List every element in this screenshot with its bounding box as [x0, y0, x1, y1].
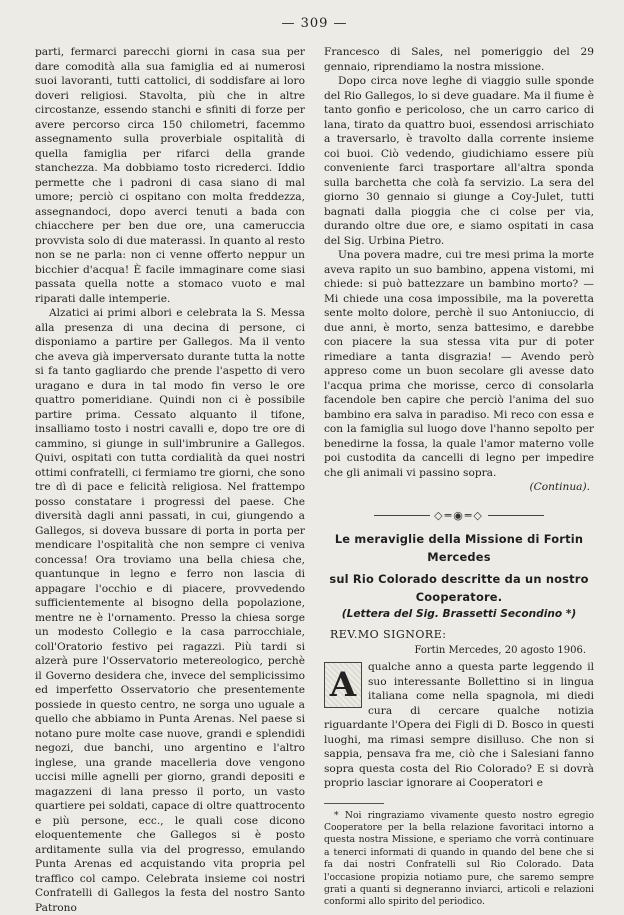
- article-title-line-2: sul Rio Colorado descritte da un nostro Cooperatore.: [329, 572, 589, 604]
- left-paragraph-1: parti, fermarci parecchi giorni in casa sua per dare comodità alla sua famiglia ed ai numerosi suoi lavoranti, tutti cattolici, di soddisfare ai loro doveri religiosi. Stavolta, più che in altre circostanze, essendo stanchi e sfiniti di forze per avere percorso circa 150 chilometri, facemmo assegnamento sulla proverbiale ospitalità di quella famiglia per rifarci della grande stanchezza. Ma dobbiamo tosto ricrederci. Iddio permette che i padroni di casa siano di mal umore; perciò ci ospitano con molta freddezza, assegnandoci, dopo averci tenuti a bada con chiacchere per ben due ore, una cameruccia provvista solo di due materassi. In quanto al resto non se ne parla: non ci venne offerto neppur un bicchier d'acqua! È facile immaginare come siasi passata quella notte a stomaco vuoto e mal riparati dalle intemperie.: [35, 46, 305, 305]
- page-number: — 309 —: [281, 16, 348, 31]
- right-paragraph-1: Francesco di Sales, nel pomeriggio del 29 gennaio, riprendiamo la nostra missione.: [324, 46, 594, 73]
- salutation: REV.MO SIGNORE:: [330, 628, 447, 641]
- decorated-initial-icon: [324, 662, 362, 708]
- article-body: qualche anno a questa parte leggendo il suo interessante Bollettino si in lingua italiana come nella spagnola, mi diedi cura di cercare qualche notizia riguardante l'Opera dei Figli di D. Bosco in questi luoghi, ma rimasi sempre disilluso. Che non si sappia, pensava fra me, ciò che i Salesiani fanno sopra questa costa del Rio Colorado? E si dovrà proprio lasciar ignorare ai Cooperatori e: [324, 661, 594, 789]
- dropcap-letter: A: [329, 665, 357, 705]
- article-title-line-1: Le meraviglie della Missione di Fortin Mercedes: [334, 532, 584, 564]
- article-subtitle: (Lettera del Sig. Brassetti Secondino *): [341, 608, 577, 620]
- dateline: Fortin Mercedes, 20 agosto 1906.: [414, 645, 586, 656]
- two-column-layout: [35, 45, 594, 915]
- right-paragraph-2: Dopo circa nove leghe di viaggio sulle sponde del Rio Gallegos, lo si deve guadare. Ma il fiume è tanto gonfio e pericoloso, che un carro carico di lana, tirato da quattro buoi, essendosi arrischiato a traversarlo, è travolto dalla corrente insieme coi buoi. Ciò vedendo, giudichiamo essere più conveniente farci trasportare all'altra sponda sulla barchetta che colà fa servizio. La sera del giorno 30 gennaio si giunge a Coy-Julet, tutti bagnati dalla pioggia che ci colse per via, durando oltre due ore, e siamo ospitati in casa del Sig. Urbina Pietro.: [324, 75, 594, 247]
- article-body-block: [324, 660, 594, 791]
- left-paragraph-2: Alzatici ai primi albori e celebrata la S. Messa alla presenza di una decina di persone, ci disponiamo a partire per Gallegos. Ma il vento che aveva già imperversato durante tutta la notte si fa tanto gagliardo che prende l'aspetto di vero uragano e dura in tal modo fin verso le ore quattro pomeridiane. Quindi non ci è possibile partire prima. Cessato alquanto il tifone, insalliamo tosto i nostri cavalli e, dopo tre ore di cammino, si giunge in sull'imbrunire a Gallegos. Quivi, ospitati con tutta cordialità da quei nostri ottimi confratelli, ci fermiamo tre giorni, che sono tre dì di pace e felicità religiosa. Nel frattempo posso constatare i progressi del paese. Che diversità dagli anni passati, in cui, giungendo a Gallegos, si doveva bussare di porta in porta per mendicare l'ospitalità che non sempre ci veniva concessa! Ora troviamo una bella chiesa che, quantunque in legno e ferro non lascia di appagare l'occhio e di piacere, provvedendo sufficientemente al bisogno della popolazione, mentre ne è l'ornamento. Presso la chiesa sorge un modesto Collegio e la casa parrocchiale, coll'Oratorio festivo pei ragazzi. Più tardi si alzerà pure l'Osservatorio metereologico, perchè il Governo desidera che, invece del semplicissimo ed imperfetto Osservatorio che presentemente possiede in questo centro, ne sorga uno uguale a quello che abbiamo in Punta Arenas. Nel paese si notano pure molte case nuove, grandi e splendidi negozi, due banchi, uno argentino e l'altro inglese, una grande macelleria dove vengono uccisi mille agnelli per giorno, grandi depositi e magazzeni di lana presso il porto, un vasto quartiere pei soldati, capace di oltre quattrocento e più persone, ecc., le quali cose dicono eloquentemente che Gallegos si è posto arditamente sulla via del progresso, emulando Punta Arenas ed acquistando vita propria pel traffico col campo. Celebrata insieme coi nostri Confratelli di Gallegos la festa del nostro Santo Patrono: [35, 307, 305, 914]
- section-divider-ornament: ◇═◉═◇: [324, 509, 594, 523]
- footnote: * Noi ringraziamo vivamente questo nostro egregio Cooperatore per la bella relazione favoritaci intorno a questa nostra Missione, e speriamo che vorrà continuare a tenerci informati di quando in quando del bene che si fa dai nostri Confratelli sul Rio Colorado. Data l'occasione propizia notiamo pure, che saremo sempre grati a quanti si degneranno inviarci, articoli e relazioni conformi allo spirito del periodico.: [324, 809, 594, 908]
- right-column: [324, 45, 594, 915]
- continued-note: (Continua).: [529, 481, 590, 493]
- left-column: [35, 45, 305, 915]
- footnote-rule: [324, 803, 384, 804]
- right-paragraph-3: Una povera madre, cui tre mesi prima la morte aveva rapito un suo bambino, appena vistomi, mi chiede: si può battezzare un bambino morto? — Mi chiede una cosa impossibile, ma la poveretta sente molto dolore, perchè il suo Antoniuccio, di due anni, è morto, senza battesimo, e darebbe con piacere la sua stessa vita pur di poter rimediare a tanta disgrazia! — Avendo però appreso come un buon secolare gli avesse dato l'acqua prima che morisse, cerco di consolarla facendole ben capire che perciò l'anima del suo bambino era salva in paradiso. Mi reco con essa e con la famiglia sul luogo dove l'hanno sepolto per benedirne la fossa, la quale l'amor materno volle poi custodita da cancelli di legno per impedire che gli animali vi passino sopra.: [324, 249, 594, 479]
